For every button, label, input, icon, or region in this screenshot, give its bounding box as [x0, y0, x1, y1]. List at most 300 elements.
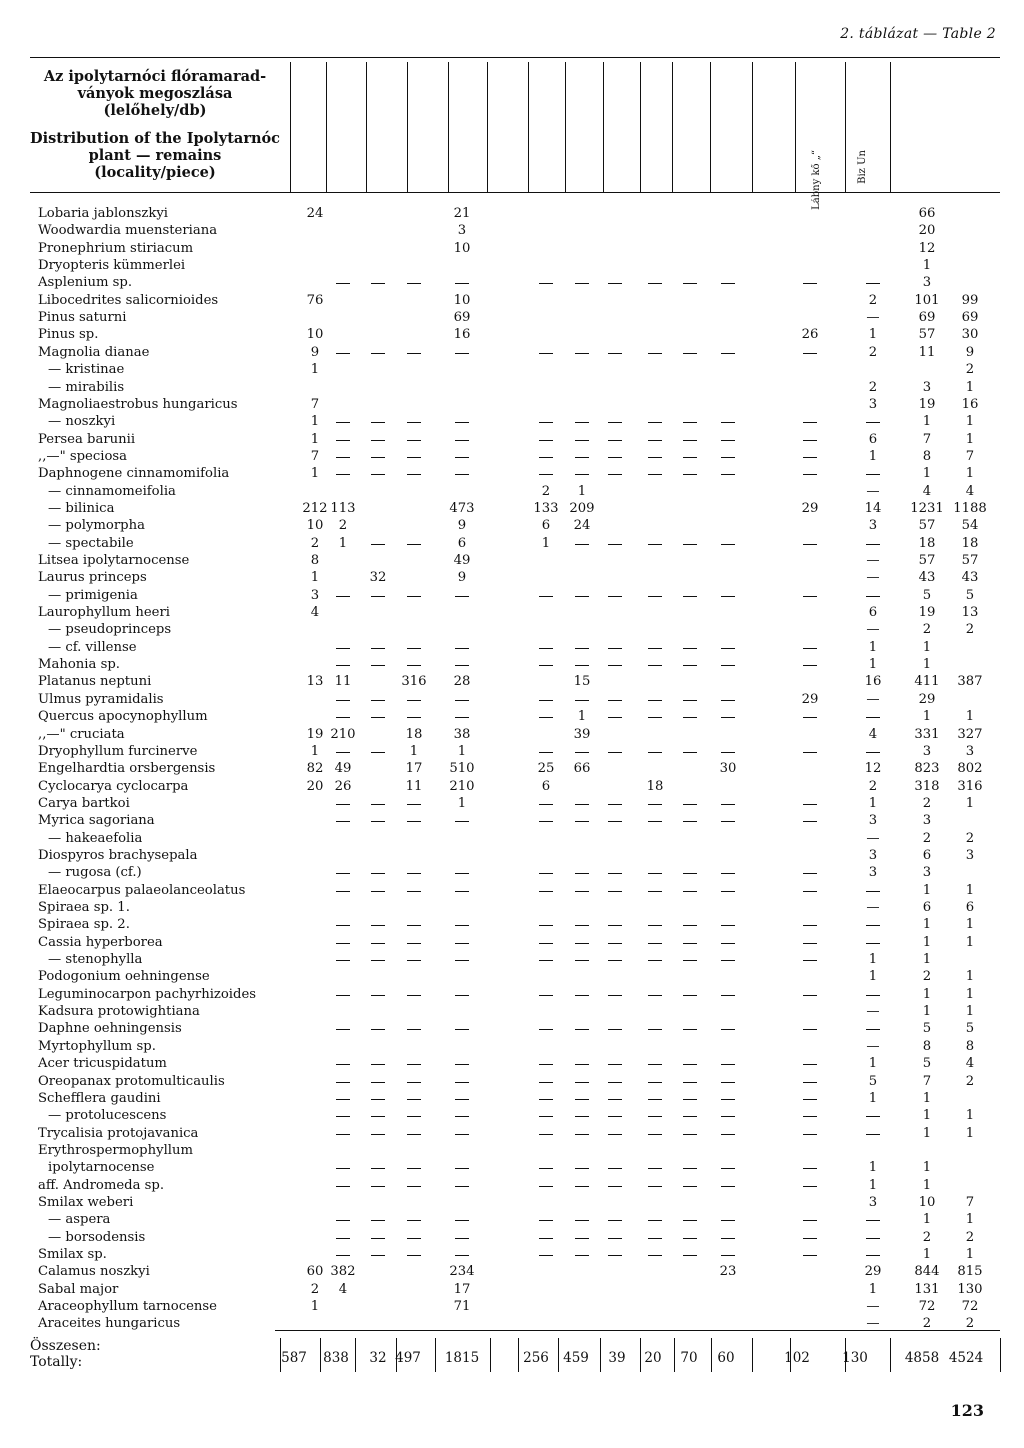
dash-mark	[455, 1029, 469, 1030]
cell-col-14: 1	[868, 448, 878, 464]
cell-col-14: 2	[868, 778, 878, 794]
cell-col-16: 7	[965, 1194, 975, 1210]
cell-col-1: 1	[310, 362, 320, 378]
species-name: — stenophylla	[48, 952, 143, 968]
cell-col-1: 76	[306, 292, 324, 308]
species-name: Kadsura protowightiana	[38, 1004, 200, 1020]
cell-col-15: 1	[922, 934, 932, 950]
table-row	[0, 1160, 1024, 1177]
dash-mark	[455, 925, 469, 926]
dash-mark	[721, 1186, 735, 1187]
table-row	[0, 293, 1024, 310]
table-row	[0, 900, 1024, 917]
dash-mark	[683, 752, 697, 753]
species-name: Spiraea sp. 1.	[38, 900, 130, 915]
dash-mark	[608, 1134, 622, 1135]
dash-mark	[539, 700, 553, 701]
cell-col-16: 3	[965, 847, 975, 863]
cell-col-1: 7	[310, 396, 320, 412]
dash-mark	[608, 1099, 622, 1100]
column-label-biz: Biz Un	[857, 150, 868, 184]
cell-col-16: 5	[965, 1021, 975, 1037]
dash-mark	[866, 717, 880, 718]
dash-mark	[539, 1255, 553, 1256]
cell-col-16: 4	[965, 483, 975, 499]
species-name: Pinus saturni	[38, 310, 127, 326]
table-row	[0, 1247, 1024, 1264]
species-name: Araceophyllum tarnocense	[38, 1299, 217, 1315]
dash-mark	[539, 1116, 553, 1117]
total-value: 130	[842, 1350, 868, 1366]
table-row	[0, 518, 1024, 535]
dash-mark	[683, 1255, 697, 1256]
cell-col-15: 6	[922, 900, 932, 915]
dash-mark	[455, 1116, 469, 1117]
cell-col-15: 411	[914, 674, 940, 690]
dash-mark	[803, 752, 817, 753]
cell-col-14: —	[866, 553, 880, 568]
dash-mark	[721, 1134, 735, 1135]
cell-col-14: —	[866, 622, 880, 638]
cell-col-16: 2	[965, 622, 975, 638]
dash-mark	[407, 873, 421, 874]
table-row	[0, 917, 1024, 934]
dash-mark	[608, 1029, 622, 1030]
cell-col-1: 19	[306, 726, 324, 742]
dash-mark	[407, 353, 421, 354]
cell-col-15: 5	[922, 1056, 932, 1072]
cell-col-16: 3	[965, 743, 975, 759]
dash-mark	[336, 1186, 350, 1187]
dash-mark	[455, 1082, 469, 1083]
cell-col-15: 1	[922, 639, 932, 655]
species-name: — pseudoprinceps	[48, 622, 172, 638]
total-value: 1815	[444, 1350, 480, 1366]
cell-col-15: 4	[922, 483, 932, 499]
cell-col-13: 26	[801, 327, 819, 343]
cell-col-16: 72	[961, 1299, 979, 1315]
cell-col-16: 802	[957, 761, 983, 777]
dash-mark	[683, 1099, 697, 1100]
cell-col-14: 1	[868, 327, 878, 343]
dash-mark	[648, 1029, 662, 1030]
species-name: Myrtophyllum sp.	[38, 1038, 156, 1054]
table-row	[0, 1195, 1024, 1212]
cell-col-15: 5	[922, 1021, 932, 1037]
dash-mark	[683, 422, 697, 423]
cell-col-14: 3	[868, 847, 878, 863]
cell-col-14: —	[866, 310, 880, 326]
cell-col-1: 2	[310, 1281, 320, 1297]
dash-mark	[721, 422, 735, 423]
cell-col-15: 2	[922, 795, 932, 811]
cell-col-16: 6	[965, 900, 975, 915]
dash-mark	[803, 1099, 817, 1100]
cell-col-3: 32	[369, 570, 387, 586]
total-value: 32	[369, 1350, 387, 1366]
cell-col-15: 57	[918, 327, 936, 343]
dash-mark	[721, 648, 735, 649]
cell-col-9: 18	[646, 778, 664, 794]
dash-mark	[575, 804, 589, 805]
cell-col-14: —	[866, 900, 880, 915]
cell-col-16: 1	[965, 934, 975, 950]
dash-mark	[455, 873, 469, 874]
dash-mark	[648, 648, 662, 649]
dash-mark	[371, 353, 385, 354]
dash-mark	[721, 873, 735, 874]
dash-mark	[648, 353, 662, 354]
table-row	[0, 223, 1024, 240]
table-row	[0, 848, 1024, 865]
header-title-hungarian: Az ipolytarnóci flóramarad-ványok megoszlása (lelőhely/db)	[43, 68, 267, 119]
cell-col-15: 318	[914, 778, 940, 794]
dash-mark	[371, 804, 385, 805]
dash-mark	[575, 544, 589, 545]
dash-mark	[648, 596, 662, 597]
species-name: Litsea ipolytarnocense	[38, 553, 190, 568]
totals-label-en: Totally:	[30, 1354, 83, 1370]
dash-mark	[803, 1116, 817, 1117]
species-name: Dryopteris kümmerlei	[38, 258, 186, 274]
column-rule	[845, 62, 846, 192]
dash-mark	[803, 873, 817, 874]
totals-rule	[275, 1330, 1000, 1331]
dash-mark	[721, 1255, 735, 1256]
dash-mark	[539, 717, 553, 718]
cell-col-15: 1	[922, 986, 932, 1002]
cell-col-6: 6	[541, 518, 551, 534]
cell-col-2: 49	[334, 761, 352, 777]
dash-mark	[371, 440, 385, 441]
dash-mark	[683, 440, 697, 441]
dash-mark	[648, 1134, 662, 1135]
dash-mark	[455, 648, 469, 649]
species-name: Trycalisia protojavanica	[38, 1125, 199, 1141]
table-row	[0, 761, 1024, 778]
cell-col-1: 3	[310, 587, 320, 603]
dash-mark	[803, 960, 817, 961]
cell-col-2: 4	[338, 1281, 348, 1297]
dash-mark	[683, 925, 697, 926]
dash-mark	[803, 1255, 817, 1256]
dash-mark	[575, 891, 589, 892]
dash-mark	[455, 1064, 469, 1065]
cell-col-14: 1	[868, 969, 878, 985]
column-rule	[672, 62, 673, 192]
cell-col-6: 1	[541, 535, 551, 551]
dash-mark	[336, 873, 350, 874]
dash-mark	[683, 474, 697, 475]
dash-mark	[407, 717, 421, 718]
dash-mark	[866, 1134, 880, 1135]
dash-mark	[648, 1116, 662, 1117]
cell-col-7: 209	[569, 500, 595, 516]
dash-mark	[336, 891, 350, 892]
dash-mark	[648, 995, 662, 996]
dash-mark	[455, 995, 469, 996]
cell-col-4: 11	[405, 778, 423, 794]
species-name: Pronephrium stiriacum	[38, 240, 194, 256]
dash-mark	[683, 891, 697, 892]
cell-col-15: 2	[922, 1229, 932, 1245]
cell-col-4: 316	[401, 674, 427, 690]
dash-mark	[455, 891, 469, 892]
dash-mark	[407, 821, 421, 822]
table-row	[0, 605, 1024, 622]
dash-mark	[866, 1116, 880, 1117]
cell-col-16: 316	[957, 778, 983, 794]
totals-separator	[890, 1338, 891, 1372]
dash-mark	[539, 891, 553, 892]
cell-col-15: 57	[918, 518, 936, 534]
cell-col-16: 1	[965, 1247, 975, 1262]
dash-mark	[407, 283, 421, 284]
dash-mark	[371, 1082, 385, 1083]
species-name: Elaeocarpus palaeolanceolatus	[38, 882, 246, 898]
dash-mark	[455, 1168, 469, 1169]
cell-col-16: 1	[965, 1108, 975, 1124]
dash-mark	[866, 1029, 880, 1030]
cell-col-6: 133	[533, 500, 559, 516]
dash-mark	[407, 891, 421, 892]
dash-mark	[575, 648, 589, 649]
dash-mark	[608, 1064, 622, 1065]
species-name: Erythrospermophyllum	[38, 1142, 193, 1158]
dash-mark	[407, 1029, 421, 1030]
cell-col-5: 10	[453, 292, 471, 308]
cell-col-16: 1	[965, 414, 975, 430]
species-name: Smilax sp.	[38, 1247, 107, 1262]
dash-mark	[648, 474, 662, 475]
table-row	[0, 779, 1024, 796]
cell-col-12: 23	[719, 1264, 737, 1280]
table-row	[0, 432, 1024, 449]
cell-col-16: 30	[961, 327, 979, 343]
dash-mark	[648, 752, 662, 753]
column-rule	[407, 62, 408, 192]
dash-mark	[371, 283, 385, 284]
cell-col-14: 3	[868, 865, 878, 881]
cell-col-15: 1	[922, 1108, 932, 1124]
cell-col-5: 210	[449, 778, 475, 794]
dash-mark	[721, 1099, 735, 1100]
cell-col-14: 16	[864, 674, 882, 690]
table-row	[0, 1282, 1024, 1299]
dash-mark	[371, 1186, 385, 1187]
species-name: — kristinae	[48, 362, 125, 378]
dash-mark	[455, 440, 469, 441]
dash-mark	[721, 821, 735, 822]
species-name: Spiraea sp. 2.	[38, 917, 130, 933]
column-rule	[752, 62, 753, 192]
cell-col-14: 2	[868, 379, 878, 395]
species-name: Platanus neptuni	[38, 674, 152, 690]
species-name: Magnoliaestrobus hungaricus	[38, 396, 238, 412]
dash-mark	[336, 804, 350, 805]
dash-mark	[575, 821, 589, 822]
dash-mark	[648, 1099, 662, 1100]
total-value: 39	[608, 1350, 626, 1366]
cell-col-7: 39	[573, 726, 591, 742]
dash-mark	[371, 1099, 385, 1100]
dash-mark	[683, 283, 697, 284]
cell-col-15: 72	[918, 1299, 936, 1315]
cell-col-1: 2	[310, 535, 320, 551]
dash-mark	[683, 1220, 697, 1221]
total-value: 256	[523, 1350, 549, 1366]
table-row	[0, 813, 1024, 830]
dash-mark	[539, 1029, 553, 1030]
dash-mark	[721, 995, 735, 996]
column-rule	[640, 62, 641, 192]
dash-mark	[336, 422, 350, 423]
species-name: Smilax weberi	[38, 1194, 134, 1210]
dash-mark	[608, 1168, 622, 1169]
dash-mark	[683, 665, 697, 666]
cell-col-15: 11	[918, 344, 936, 360]
dash-mark	[648, 1064, 662, 1065]
totals-label-hu: Összesen:	[30, 1338, 101, 1354]
dash-mark	[608, 1116, 622, 1117]
cell-col-16: 43	[961, 570, 979, 586]
species-name: — borsodensis	[48, 1229, 146, 1245]
dash-mark	[683, 648, 697, 649]
dash-mark	[608, 804, 622, 805]
cell-col-5: 38	[453, 726, 471, 742]
cell-col-14: —	[866, 1316, 880, 1332]
dash-mark	[336, 717, 350, 718]
dash-mark	[721, 717, 735, 718]
dash-mark	[648, 422, 662, 423]
species-name: — spectabile	[48, 535, 134, 551]
total-value: 497	[395, 1350, 421, 1366]
dash-mark	[683, 873, 697, 874]
cell-col-2: 210	[330, 726, 356, 742]
dash-mark	[608, 1238, 622, 1239]
species-name: aff. Andromeda sp.	[38, 1177, 165, 1193]
dash-mark	[575, 1255, 589, 1256]
dash-mark	[336, 1029, 350, 1030]
cell-col-5: 17	[453, 1281, 471, 1297]
cell-col-14: 14	[864, 500, 882, 516]
dash-mark	[803, 717, 817, 718]
table-row	[0, 258, 1024, 275]
cell-col-1: 1	[310, 570, 320, 586]
table-row	[0, 831, 1024, 848]
cell-col-14: —	[866, 691, 880, 707]
dash-mark	[455, 353, 469, 354]
table-row	[0, 570, 1024, 587]
table-row	[0, 1108, 1024, 1125]
species-name: — primigenia	[48, 587, 138, 603]
dash-mark	[803, 353, 817, 354]
dash-mark	[539, 440, 553, 441]
cell-col-16: 1	[965, 379, 975, 395]
dash-mark	[336, 440, 350, 441]
table-row	[0, 466, 1024, 483]
dash-mark	[648, 544, 662, 545]
dash-mark	[721, 1238, 735, 1239]
dash-mark	[455, 700, 469, 701]
cell-col-4: 1	[409, 743, 419, 759]
dash-mark	[336, 596, 350, 597]
table-row	[0, 935, 1024, 952]
dash-mark	[407, 925, 421, 926]
cell-col-16: 1	[965, 1212, 975, 1228]
dash-mark	[608, 717, 622, 718]
dash-mark	[608, 821, 622, 822]
species-name: — mirabilis	[48, 379, 125, 395]
cell-col-16: 1188	[953, 500, 987, 516]
species-name: — aspera	[48, 1212, 111, 1228]
table-caption: 2. táblázat — Table 2	[840, 26, 996, 42]
dash-mark	[539, 1064, 553, 1065]
dash-mark	[721, 925, 735, 926]
table-row	[0, 414, 1024, 431]
cell-col-15: 1	[922, 466, 932, 482]
cell-col-15: 1	[922, 1125, 932, 1141]
dash-mark	[866, 925, 880, 926]
table-row	[0, 1299, 1024, 1316]
table-row	[0, 345, 1024, 362]
cell-col-15: 7	[922, 1073, 932, 1089]
cell-col-14: —	[866, 570, 880, 586]
dash-mark	[407, 700, 421, 701]
species-name: Quercus apocynophyllum	[38, 709, 208, 725]
dash-mark	[721, 943, 735, 944]
species-name: Laurus princeps	[38, 570, 147, 586]
cell-col-16: 815	[957, 1264, 983, 1280]
dash-mark	[407, 665, 421, 666]
cell-col-14: 29	[864, 1264, 882, 1280]
cell-col-7: 66	[573, 761, 591, 777]
dash-mark	[455, 474, 469, 475]
species-name: Magnolia dianae	[38, 344, 150, 360]
dash-mark	[371, 1255, 385, 1256]
cell-col-7: 24	[573, 518, 591, 534]
dash-mark	[539, 960, 553, 961]
cell-col-16: 2	[965, 830, 975, 846]
cell-col-15: 1	[922, 1212, 932, 1228]
dash-mark	[575, 943, 589, 944]
dash-mark	[371, 960, 385, 961]
cell-col-2: 11	[334, 674, 352, 690]
species-name: Pinus sp.	[38, 327, 99, 343]
dash-mark	[371, 925, 385, 926]
totals-separator	[752, 1338, 753, 1372]
dash-mark	[336, 700, 350, 701]
dash-mark	[575, 1116, 589, 1117]
cell-col-16: 13	[961, 605, 979, 621]
dash-mark	[336, 1134, 350, 1135]
table-row	[0, 796, 1024, 813]
dash-mark	[648, 943, 662, 944]
cell-col-15: 844	[914, 1264, 940, 1280]
cell-col-15: 131	[914, 1281, 940, 1297]
dash-mark	[866, 943, 880, 944]
dash-mark	[608, 353, 622, 354]
dash-mark	[455, 1238, 469, 1239]
dash-mark	[575, 1082, 589, 1083]
dash-mark	[407, 1116, 421, 1117]
cell-col-16: 99	[961, 292, 979, 308]
dash-mark	[608, 474, 622, 475]
dash-mark	[539, 804, 553, 805]
table-row	[0, 1021, 1024, 1038]
species-name: Persea barunii	[38, 431, 136, 447]
species-name: Asplenium sp.	[38, 275, 133, 291]
